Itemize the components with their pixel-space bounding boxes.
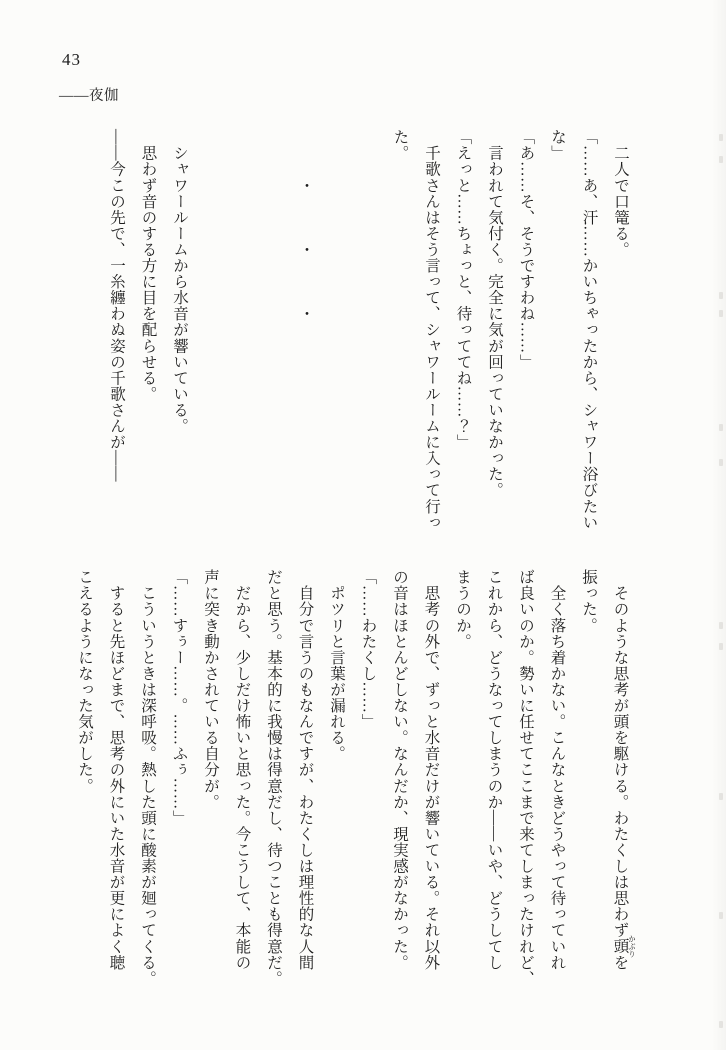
page-number: 43 — [62, 50, 81, 69]
text-column: 声に突き動かされている自分が。 — [202, 569, 219, 810]
scan-artifact — [719, 459, 723, 466]
text-column — [321, 129, 353, 553]
scan-artifact — [719, 793, 723, 800]
scan-artifact — [719, 1021, 723, 1028]
text-column: 思考の外で、ずっと水音だけが響いている。それ以外 — [422, 569, 440, 971]
text-column — [227, 129, 259, 553]
text-column: 「……あ、汗……かいちゃったから、シャワー浴びたい — [580, 129, 598, 531]
text-column: 思わず音のする方に目を配らせる。 — [139, 129, 157, 402]
text-column: な」 — [549, 129, 566, 162]
text-column: の音はほとんどしない。なんだか、現実感がなかった。 — [391, 569, 408, 971]
scan-artifact — [719, 156, 723, 163]
text-column: だから、少しだけ怖いと思った。今こうして、本能の — [233, 569, 251, 971]
text-column: 「あ……そ、そうですわね……」 — [517, 129, 535, 370]
text-column: すると先ほどまで、思考の外にいた水音が更によく聴 — [107, 569, 125, 971]
text-column — [258, 129, 290, 553]
text-column: 「えっと……ちょっと、待っててね……？」 — [454, 129, 472, 450]
scan-artifact — [719, 643, 723, 650]
text-column: 振った。 — [580, 569, 597, 634]
text-column: 言われて気付く。完全に気が回っていなかった。 — [486, 129, 503, 499]
bottom-text-block — [69, 569, 637, 1017]
text-column: まうのか。 — [454, 569, 471, 650]
text-column: シャワールームから水音が響いている。 — [171, 129, 188, 434]
text-column: 二人で口篭る。 — [612, 129, 629, 258]
text-column: だと思う。基本的に我慢は得意だし、待つことも得意だ。 — [265, 569, 282, 987]
text-column: そのような思考が頭を駆ける。わたくしは思わず頭 かぶりを — [611, 569, 637, 971]
text-column: 「……わたくし……」 — [359, 569, 377, 730]
text-column: た。 — [391, 129, 409, 162]
scan-artifact — [719, 622, 723, 629]
text-column: ――今この先で、一糸纏わぬ姿の千歌さんが―― — [108, 129, 125, 483]
text-column — [195, 129, 227, 553]
scan-artifact — [719, 134, 723, 141]
text-column: こういうときは深呼吸。熱した頭に酸素が廻ってくる。 — [139, 569, 156, 987]
text-column: 全く落ち着かない。こんなときどうやって待っていれ — [548, 569, 566, 971]
text-column: 千歌さんはそう言って、シャワールームに入って行っ — [423, 129, 440, 531]
text-column: ・ ・ ・ — [297, 129, 314, 322]
text-column: これから、どうなってしまうのか――いや、どうしてし — [485, 569, 503, 971]
text-column: 「……すぅー……。……ふぅ……」 — [170, 569, 188, 826]
top-text-block — [101, 129, 637, 553]
text-column: ポツリと言葉が漏れる。 — [328, 569, 345, 762]
text-column: 自分で言うのもなんですが、わたくしは理性的な人間 — [296, 569, 314, 971]
scan-artifact — [719, 424, 723, 431]
text-column: こえるようになった気がした。 — [76, 569, 93, 794]
scan-artifact — [719, 310, 723, 317]
scan-artifact — [719, 292, 723, 299]
text-column: ば良いのか。勢いに任せてここまで来てしまったけれど、 — [517, 569, 534, 987]
text-column — [353, 129, 385, 553]
chapter-running-head: ――夜伽 — [59, 88, 119, 104]
scan-artifact — [719, 912, 723, 919]
